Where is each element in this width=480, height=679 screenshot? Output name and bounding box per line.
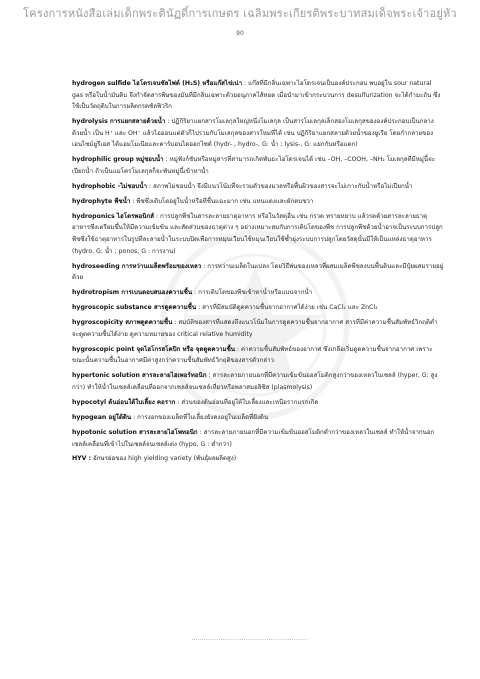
- entry-term: hydrophilic group หมู่ชอบน้ำ: [72, 156, 164, 164]
- glossary-entry: [72, 287, 444, 299]
- entry-definition: : การหว่านเมล็ดในแปลง โดยวิธีพ่นของเหลวที่ผสมเมล็ดพืชลงบนพื้นดินและมีปุ๋ยผสมรายอยู่ด้วย: [72, 262, 444, 282]
- glossary-entry: [72, 181, 444, 193]
- glossary-entry: [72, 78, 444, 113]
- entry-definition: : หมู่ฟังก์ชันหรือหมู่สารที่สามารถเกิดพันธะไฮโดรเจนได้ เช่น –OH, –COOH, –NH₂ โมเลกุลที่มีหมู่นี้จะเปียกน้ำ ถ้าเป็นแมโครโมเลกุลก็จะพันหมู่นี้เข้าหาน้ำ: [72, 156, 436, 175]
- entry-definition: : ส่วนของต้นอ่อนที่อยู่ใต้ใบเลี้ยงและเหนือรากแรกเกิด: [177, 398, 319, 406]
- entry-definition: : แก๊สที่มีกลิ่นเฉพาะไฮโดรเจนเป็นองค์ประกอบ พบอยู่ใน sour natural gas หรือในน้ำมันดิบ จึงกำจัดสารพิษของมันที่มีกลิ่นเฉพาะด้วยอนุภาคไส้หยด เมื่อนำมาเข้ากระบวนการ desulfurization จะได้กำมะถัน ซึ่งใช้เป็นวัตถุดิบในการผลิตกรดซัลฟิวริก: [72, 80, 441, 111]
- glossary-entry: [72, 261, 444, 284]
- entry-definition: : พืชซึ่งเติบโตอยู่ในน้ำหรือที่ชื้นแฉะมาก เช่น แหนแดงและผักตบชวา: [132, 197, 314, 205]
- entry-definition: : ปฏิกิริยาแยกสารโมเลกุลใหญ่หนึ่งโมเลกุล เป็นสารโมเลกุลเล็กสองโมเลกุลขององค์ประกอบเป็นกลางด้วยน้ำ เป็น H⁺ และ OH⁻ แล้วไอออนแต่ตัวก็ไปรวมกับโมเลกุลของสารใหม่ที่ได้ เช่น ปฏิกิริยาแยกสลายด้วยน้ำของยูเรีย โดยกำกลายของเอนไซม์ยูรีเอส ได้แอมโมเนียและคาร์บอนไดออกไซด์ (hydr- , hydro-, G: น้ำ ; lysis-, G: แยกกันหรือแตก): [72, 118, 434, 149]
- end-divider: ........................................................: [191, 636, 309, 642]
- entry-term: hydrophyte พืชน้ำ: [72, 197, 131, 205]
- glossary-entry: [72, 302, 444, 314]
- entry-definition: : สารละลายภายนอกที่มีความเข้มข้นออสโมติกสูงกว่าของเหลวในเซลล์ (hyper, G: สูงกว่า) ทำให้น้ำในเซลล์เคลื่อนที่ออกจากเซลล์จนเซลล์เหี่ยวหรือพลาสมอลิซิส (plasmolysis): [72, 372, 438, 391]
- entry-definition: : การเติบโตของพืชเข้าหาน้ำหรือแบนจากน้ำ: [194, 289, 313, 297]
- entry-definition: : ค่าความชื้นสัมพัทธ์ของอากาศ ซึ่งเกลือเริ่มดูดความชื้นจากอากาศ เพราะขณะนั้นความชื้นในอากาศมีค่าสูงกว่าความชื้นสัมพัทธ์วิกฤติของสารตัวกล่าว: [72, 345, 433, 365]
- page-number: 90: [236, 30, 244, 37]
- entry-definition: : การปลูกพืชในสารละลายธาตุอาหาร หรือในวัสดุอื่น เช่น กรวด ทรายหยาบ แล้วรดด้วยสารละลายธาตุอาหารซึ่งเตรียมขึ้นให้มีความเข้มข้น และสัดส่วนของธาตุต่าง ๆ อย่างเหมาะสมกับการเติบโตของพืช การปลูกพืชด้วยน้ำอาจเป็นระบบการปลูกพืชซึ่งใช้ธาตุอาหารในรูปที่ละลายน้ำในระบบปิดเพื่อการหมุนเวียนใช้หมุนเวียนใช้ซ้ำยุ่งระบบการปลูกโดยวัสดุนั้นมีให้เป็นแหล่งธาตุอาหาร (hydro, G: น้ำ ; ponos, G : การงาน): [72, 212, 443, 255]
- glossary-entry: [72, 397, 444, 409]
- entry-term: hydrophobic -ไม่ชอบน้ำ: [72, 182, 147, 190]
- entry-term: hypocotyl ต้นอ่อนใต้ใบเลี้ยง คอราก: [72, 398, 176, 406]
- entry-definition: : สารที่มีสมบัติดูดความชื้นจากอากาศได้ง่าย เช่น CaCl₂ และ ZnCl₂: [198, 304, 378, 312]
- glossary-entry: [72, 412, 444, 424]
- glossary-entry: [72, 116, 444, 151]
- entry-term: hydrolysis การแยกสลายด้วยน้ำ: [72, 118, 166, 126]
- entry-term: hydroponics ไฮโดรพอนิกส์: [72, 212, 154, 220]
- glossary-list: [72, 78, 444, 468]
- glossary-entry: [72, 370, 444, 393]
- glossary-entry: [72, 453, 444, 465]
- glossary-entry: [72, 196, 444, 208]
- entry-term: hydrotropism การเบนตอบสนองความชื้น: [72, 289, 193, 297]
- glossary-entry: [72, 427, 444, 450]
- entry-definition: : สภาพไม่ชอบน้ำ จึงมีแนวโน้มที่จะรวมตัวของมวลหรือพื้นผิวของสารจะไม่เกาะกับน้ำหรือไม่เปียกน้ำ: [148, 182, 413, 190]
- entry-term: hygroscopic point จุดไฮโกรสโคปิก หรือ จุดดูดความชื้น: [72, 345, 236, 353]
- entry-term: hypertonic solution สารละลายไฮเพอร์ทอนิก: [72, 372, 207, 380]
- glossary-entry: [72, 211, 444, 257]
- entry-term: hygroscopicity สภาพดูดความชื้น: [72, 319, 173, 327]
- glossary-entry: [72, 317, 444, 340]
- entry-definition: : การงอกของเมล็ดที่ใบเลี้ยงยังคงอยู่ในเมล็ดที่ฝังดิน: [133, 413, 269, 421]
- entry-term: hygroscopic substance สารดูดความชื้น: [72, 304, 197, 312]
- glossary-entry: [72, 154, 444, 177]
- book-series-header: โครงการหนังสือเล่มเด็กพระตินัฏดิ์การเกษตร เฉลิมพระเกียรติพระบาทสมเด็จพระเจ้าอยู่หัว: [23, 7, 457, 20]
- glossary-entry: [72, 344, 444, 367]
- entry-definition: : สารละลายภายนอกที่มีความเข้มข้นออสโมติกต่ำกว่าของเหลวในเซลล์ ทำให้น้ำจากนอกเซลล์เคลื่อนที่เข้าไปในเซลล์จนเซลล์เต่ง (hypo, G : ต่ำกว่า): [72, 428, 435, 448]
- entry-definition: : สมบัติของสารที่แสดงถึงแนวโน้มในการดูดความชื้นจากอากาศ สารที่มีค่าความชื้นสัมพัทธ์วิกฤติต่ำ จะดูดความชื้นได้ง่าย ดูความหมายของ critical relative humidity: [72, 319, 438, 338]
- entry-term: HYV :: [72, 455, 92, 463]
- entry-term: hydrogen sulfide ไฮโดรเจนซัลไฟด์ (H₂S) หรือแก๊สไข่เน่า: [72, 80, 243, 87]
- entry-term: hydroseeding การหว่านเมล็ดพร้อมของเหลว: [72, 262, 202, 270]
- entry-term: hypotonic solution สารละลายไฮโพทอนิก: [72, 428, 198, 436]
- entry-term: hypogean อยู่ใต้ดิน: [72, 413, 132, 421]
- entry-definition: อักษรย่อของ high yielding variety (พันธุ์ผลผลิตสูง): [93, 455, 237, 463]
